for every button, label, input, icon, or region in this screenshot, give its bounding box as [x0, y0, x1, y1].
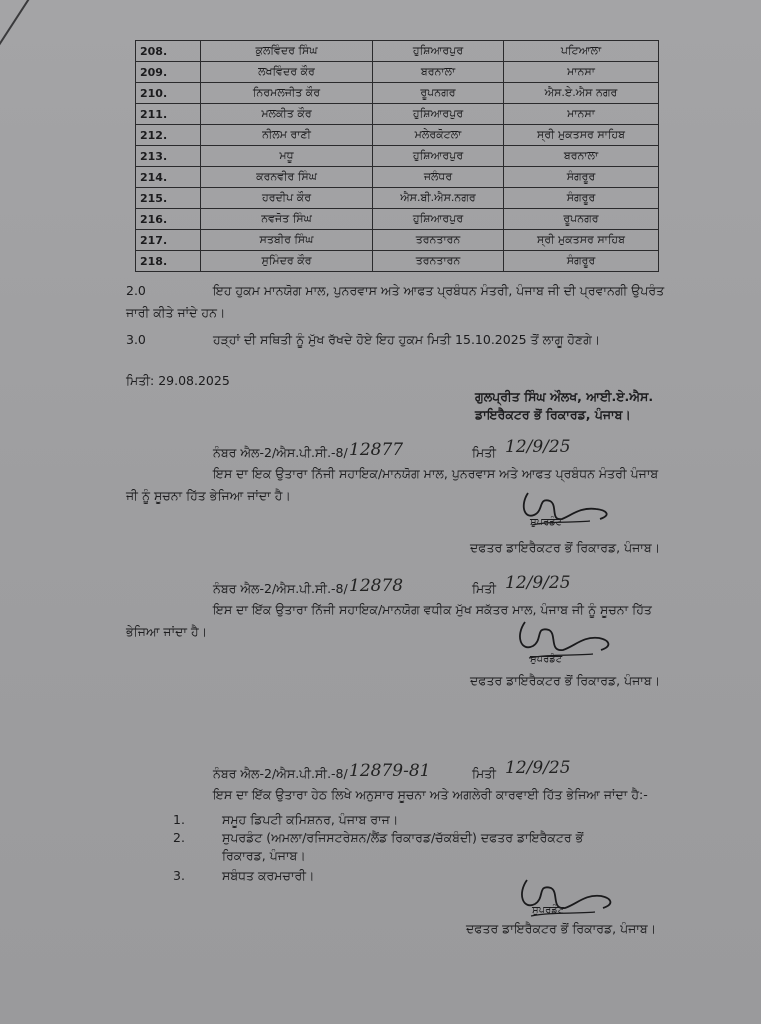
endorsement3-number-handwritten: 12879-81	[349, 761, 431, 781]
table-row	[136, 125, 659, 146]
to-district: ਸੰਗਰੂਰ	[504, 167, 659, 188]
table-row	[136, 83, 659, 104]
from-district: ਹੁਸ਼ਿਆਰਪੁਰ	[373, 104, 504, 125]
to-district: ਸ੍ਰੀ ਮੁਕਤਸਰ ਸਾਹਿਬ	[504, 230, 659, 251]
from-district: ਬਰਨਾਲਾ	[373, 62, 504, 83]
recipient3-number: 3.	[173, 868, 185, 883]
to-district: ਐਸ.ਏ.ਐਸ ਨਗਰ	[504, 83, 659, 104]
endorsement2-date-handwritten: 12/9/25	[505, 573, 571, 593]
para2-number: 2.0	[126, 283, 146, 298]
endorsement1-signature-label: ਸੁਪਰਡੰਟ	[530, 517, 563, 528]
from-district: ਐਸ.ਬੀ.ਐਸ.ਨਗਰ	[373, 188, 504, 209]
endorsement2-line2: ਭੇਜਿਆ ਜਾਂਦਾ ਹੈ।	[126, 624, 208, 639]
signatory-name: ਗੁਲਪ੍ਰੀਤ ਸਿੰਘ ਔਲਖ, ਆਈ.ਏ.ਐਸ.	[475, 389, 654, 404]
employee-name: ਲਖਵਿੰਦਰ ਕੌਰ	[201, 62, 373, 83]
from-district: ਤਰਨਤਾਰਨ	[373, 230, 504, 251]
table-row	[136, 146, 659, 167]
endorsement1-number-handwritten: 12877	[349, 440, 404, 460]
endorsement3-signature-label: ਸੁਪਰਡੰਟ	[532, 905, 565, 916]
row-number: 209.	[136, 62, 201, 83]
endorsement1-date-handwritten: 12/9/25	[505, 437, 571, 457]
row-number: 213.	[136, 146, 201, 167]
page-edge-line	[0, 0, 42, 99]
row-number: 210.	[136, 83, 201, 104]
employee-name: ਨਵਜੋਤ ਸਿੰਘ	[201, 209, 373, 230]
transfer-table	[135, 40, 659, 272]
to-district: ਬਰਨਾਲਾ	[504, 146, 659, 167]
endorsement2-signature	[505, 612, 620, 667]
endorsement3-office: ਦਫਤਰ ਡਾਇਰੈਕਟਰ ਭੋਂ ਰਿਕਾਰਡ, ਪੰਜਾਬ।	[466, 921, 657, 936]
endorsement3-date-prefix: ਮਿਤੀ	[472, 766, 497, 781]
employee-name: ਮਲਕੀਤ ਕੌਰ	[201, 104, 373, 125]
employee-name: ਨਿਰਮਲਜੀਤ ਕੌਰ	[201, 83, 373, 104]
to-district: ਸੰਗਰੂਰ	[504, 188, 659, 209]
para2-line1: ਇਹ ਹੁਕਮ ਮਾਨਯੋਗ ਮਾਲ, ਪੁਨਰਵਾਸ ਅਤੇ ਆਫਤ ਪ੍ਰਬੰਧਨ ਮੰਤਰੀ, ਪੰਜਾਬ ਜੀ ਦੀ ਪ੍ਰਵਾਨਗੀ ਉਪਰੰਤ	[213, 283, 665, 298]
employee-name: ਸੁਮਿੰਦਰ ਕੌਰ	[201, 251, 373, 272]
row-number: 216.	[136, 209, 201, 230]
employee-name: ਹਰਦੀਪ ਕੌਰ	[201, 188, 373, 209]
to-district: ਸ੍ਰੀ ਮੁਕਤਸਰ ਸਾਹਿਬ	[504, 125, 659, 146]
row-number: 218.	[136, 251, 201, 272]
from-district: ਹੁਸ਼ਿਆਰਪੁਰ	[373, 146, 504, 167]
endorsement1-signature	[510, 485, 620, 535]
row-number: 214.	[136, 167, 201, 188]
from-district: ਹੁਸ਼ਿਆਰਪੁਰ	[373, 41, 504, 62]
recipient2-line2: ਰਿਕਾਰਡ, ਪੰਜਾਬ।	[222, 848, 306, 863]
employee-name: ਨੀਲਮ ਰਾਣੀ	[201, 125, 373, 146]
endorsement2-number-prefix: ਨੰਬਰ ਐਲ-2/ਐਸ.ਪੀ.ਸੀ.-8/	[213, 581, 348, 596]
endorsement2-number-handwritten: 12878	[349, 576, 404, 596]
para2-line2: ਜਾਰੀ ਕੀਤੇ ਜਾਂਦੇ ਹਨ।	[126, 305, 226, 320]
endorsement1-office: ਦਫਤਰ ਡਾਇਰੈਕਟਰ ਭੋਂ ਰਿਕਾਰਡ, ਪੰਜਾਬ।	[470, 540, 661, 555]
to-district: ਮਾਨਸਾ	[504, 104, 659, 125]
from-district: ਰੂਪਨਗਰ	[373, 83, 504, 104]
row-number: 208.	[136, 41, 201, 62]
from-district: ਜਲੰਧਰ	[373, 167, 504, 188]
employee-name: ਕੁਲਵਿੰਦਰ ਸਿੰਘ	[201, 41, 373, 62]
endorsement3-number-prefix: ਨੰਬਰ ਐਲ-2/ਐਸ.ਪੀ.ਸੀ.-8/	[213, 766, 348, 781]
endorsement1-line1: ਇਸ ਦਾ ਇਕ ਉਤਾਰਾ ਨਿੱਜੀ ਸਹਾਇਕ/ਮਾਨਯੋਗ ਮਾਲ, ਪੁਨਰਵਾਸ ਅਤੇ ਆਫਤ ਪ੍ਰਬੰਧਨ ਮੰਤਰੀ ਪੰਜਾਬ	[213, 466, 659, 481]
order-date: ਮਿਤੀ: 29.08.2025	[126, 373, 230, 388]
table-row	[136, 230, 659, 251]
to-district: ਮਾਨਸਾ	[504, 62, 659, 83]
employee-name: ਮਧੂ	[201, 146, 373, 167]
employee-name: ਕਰਨਵੀਰ ਸਿੰਘ	[201, 167, 373, 188]
table-row	[136, 188, 659, 209]
to-district: ਪਟਿਆਲਾ	[504, 41, 659, 62]
endorsement2-signature-label: ਸੁਪਰਡੰਟ	[530, 654, 563, 665]
endorsement1-number-prefix: ਨੰਬਰ ਐਲ-2/ਐਸ.ਪੀ.ਸੀ.-8/	[213, 445, 348, 460]
endorsement3-line1: ਇਸ ਦਾ ਇੱਕ ਉਤਾਰਾ ਹੇਠ ਲਿਖੇ ਅਨੁਸਾਰ ਸੂਚਨਾ ਅਤੇ ਅਗਲੇਰੀ ਕਾਰਵਾਈ ਹਿੱਤ ਭੇਜਿਆ ਜਾਂਦਾ ਹੈ:-	[213, 787, 648, 802]
recipient1-number: 1.	[173, 812, 185, 827]
endorsement3-signature	[505, 872, 620, 927]
row-number: 211.	[136, 104, 201, 125]
to-district: ਸੰਗਰੂਰ	[504, 251, 659, 272]
row-number: 215.	[136, 188, 201, 209]
recipient3-text: ਸਬੰਧਤ ਕਰਮਚਾਰੀ।	[222, 868, 315, 883]
table-row	[136, 41, 659, 62]
endorsement3-date-handwritten: 12/9/25	[505, 758, 571, 778]
endorsement2-date-prefix: ਮਿਤੀ	[472, 581, 497, 596]
endorsement2-office: ਦਫਤਰ ਡਾਇਰੈਕਟਰ ਭੋਂ ਰਿਕਾਰਡ, ਪੰਜਾਬ।	[470, 673, 661, 688]
from-district: ਹੁਸ਼ਿਆਰਪੁਰ	[373, 209, 504, 230]
recipient1-text: ਸਮੂਹ ਡਿਪਟੀ ਕਮਿਸ਼ਨਰ, ਪੰਜਾਬ ਰਾਜ।	[222, 812, 399, 827]
row-number: 217.	[136, 230, 201, 251]
table-row	[136, 62, 659, 83]
endorsement1-date-prefix: ਮਿਤੀ	[472, 445, 497, 460]
table-row	[136, 251, 659, 272]
recipient2-line1: ਸੁਪਰਡੰਟ (ਅਮਲਾ/ਰਜਿਸਟਰੇਸ਼ਨ/ਲੈਂਡ ਰਿਕਾਰਡ/ਚੱਕਬੰਦੀ) ਦਫਤਰ ਡਾਇਰੈਕਟਰ ਭੋਂ	[222, 830, 584, 845]
row-number: 212.	[136, 125, 201, 146]
endorsement1-line2: ਜੀ ਨੂੰ ਸੂਚਨਾ ਹਿੱਤ ਭੇਜਿਆ ਜਾਂਦਾ ਹੈ।	[126, 488, 291, 503]
table-row	[136, 104, 659, 125]
table-row	[136, 209, 659, 230]
recipient2-number: 2.	[173, 830, 185, 845]
to-district: ਰੂਪਨਗਰ	[504, 209, 659, 230]
para3-line1: ਹੜ੍ਹਾਂ ਦੀ ਸਥਿਤੀ ਨੂੰ ਮੁੱਖ ਰੱਖਦੇ ਹੋਏ ਇਹ ਹੁਕਮ ਮਿਤੀ 15.10.2025 ਤੋਂ ਲਾਗੂ ਹੋਣਗੇ।	[213, 332, 601, 347]
para3-number: 3.0	[126, 332, 146, 347]
signatory-designation: ਡਾਇਰੈਕਟਰ ਭੋਂ ਰਿਕਾਰਡ, ਪੰਜਾਬ।	[475, 407, 631, 422]
from-district: ਤਰਨਤਾਰਨ	[373, 251, 504, 272]
from-district: ਮਲੇਰਕੋਟਲਾ	[373, 125, 504, 146]
endorsement2-line1: ਇਸ ਦਾ ਇੱਕ ਉਤਾਰਾ ਨਿੱਜੀ ਸਹਾਇਕ/ਮਾਨਯੋਗ ਵਧੀਕ ਮੁੱਖ ਸਕੱਤਰ ਮਾਲ, ਪੰਜਾਬ ਜੀ ਨੂੰ ਸੂਚਨਾ ਹਿੱਤ	[213, 602, 652, 617]
table-row	[136, 167, 659, 188]
employee-name: ਸਤਬੀਰ ਸਿੰਘ	[201, 230, 373, 251]
